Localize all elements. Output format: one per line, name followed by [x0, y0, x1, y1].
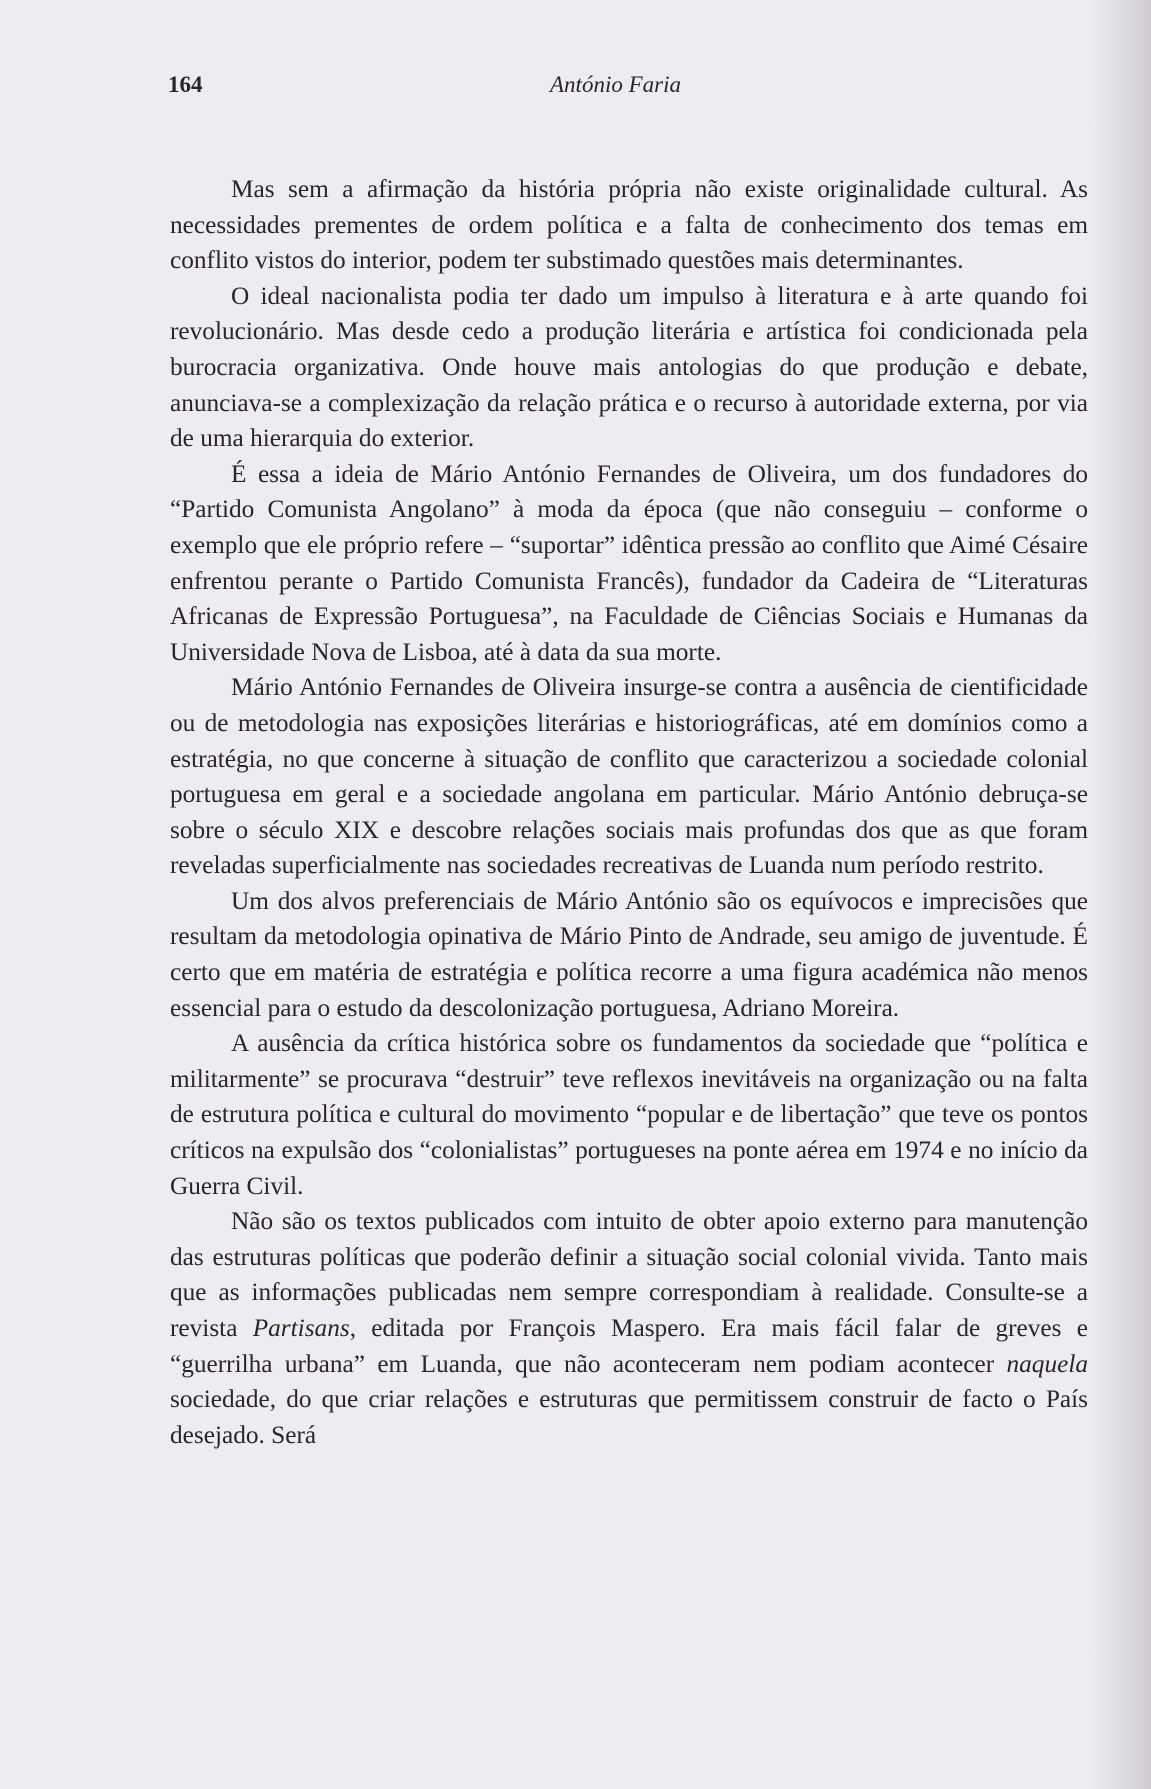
paragraph: Um dos alvos preferenciais de Mário António são os equívocos e imprecisões que resultam da metodologia opinativa de Mário Pinto de Andrade, seu amigo de juventude. É certo que em matéria de estratégia e política recorre a uma figura académica não menos essencial para o estudo da descolonização portuguesa, Adriano Moreira. — [170, 886, 1088, 1022]
paragraph: Mas sem a afirmação da história própria não existe originalidade cultural. As necessidades prementes de ordem política e a falta de conhecimento dos temas em conflito vistos do interior, podem ter substimado questões mais determinantes. — [170, 175, 1088, 275]
text-run: sociedade, do que criar relações e estruturas que permitissem construir de facto o País desejado. Será — [170, 1385, 1088, 1449]
emphasis: naquela — [1006, 1349, 1088, 1378]
paragraph: É essa a ideia de Mário António Fernandes de Oliveira, um dos fundadores do “Partido Comunista Angolano” à moda da época (que não conseguiu – conforme o exemplo que ele próprio refere – “suportar” idêntica pressão ao conflito que Aimé Césaire enfrentou perante o Partido Comunista Francês), fundador da Cadeira de “Literaturas Africanas de Expressão Portuguesa”, na Faculdade de Ciências Sociais e Humanas da Universidade Nova de Lisboa, até à data da sua morte. — [170, 459, 1088, 666]
page-number: 164 — [168, 72, 203, 97]
body-text — [170, 172, 1088, 1453]
paragraph: O ideal nacionalista podia ter dado um impulso à literatura e à arte quando foi revolucionário. Mas desde cedo a produção literária e artística foi condicionada pela burocracia organizativa. Onde houve mais antologias do que produção e debate, anunciava-se a complexização da relação prática e o recurso à autoridade externa, por via de uma hierarquia do exterior. — [170, 281, 1088, 453]
journal-title: Partisans — [252, 1314, 350, 1342]
page-edge-shadow — [1091, 0, 1151, 1789]
running-title: António Faria — [550, 72, 681, 97]
text-run: Não são os textos publicados com intuito de obter apoio externo para manutenção das estruturas políticas que poderão definir a situação social colonial vivida. Tanto mais que as informações publicadas nem sempre correspondiam à realidade. Consulte-se a revista — [170, 1207, 1088, 1342]
paragraph: Mário António Fernandes de Oliveira insurge-se contra a ausência de cientificidade ou de metodologia nas exposições literárias e historiográficas, até em domínios como a estratégia, no que concerne à situação de conflito que caracterizou a sociedade colonial portuguesa em geral e a sociedade angolana em particular. Mário António debruça-se sobre o século XIX e descobre relações sociais mais profundas dos que as que foram reveladas superficialmente nas sociedades recreativas de Luanda num período restrito. — [170, 673, 1088, 880]
text-run: , editada por François Maspero. Era mais fácil falar de greves e “guerrilha urbana” em Luanda, que não aconteceram nem podiam acontecer — [170, 1314, 1088, 1378]
paragraph: A ausência da crítica histórica sobre os fundamentos da sociedade que “política e militarmente” se procurava “destruir” teve reflexos inevitáveis na organização ou na falta de estrutura política e cultural do movimento “popular e de libertação” que teve os pontos críticos na expulsão dos “colonialistas” portugueses na ponte aérea em 1974 e no início da Guerra Civil. — [170, 1029, 1088, 1200]
paragraph-last — [170, 1204, 1088, 1453]
running-header — [168, 72, 958, 102]
